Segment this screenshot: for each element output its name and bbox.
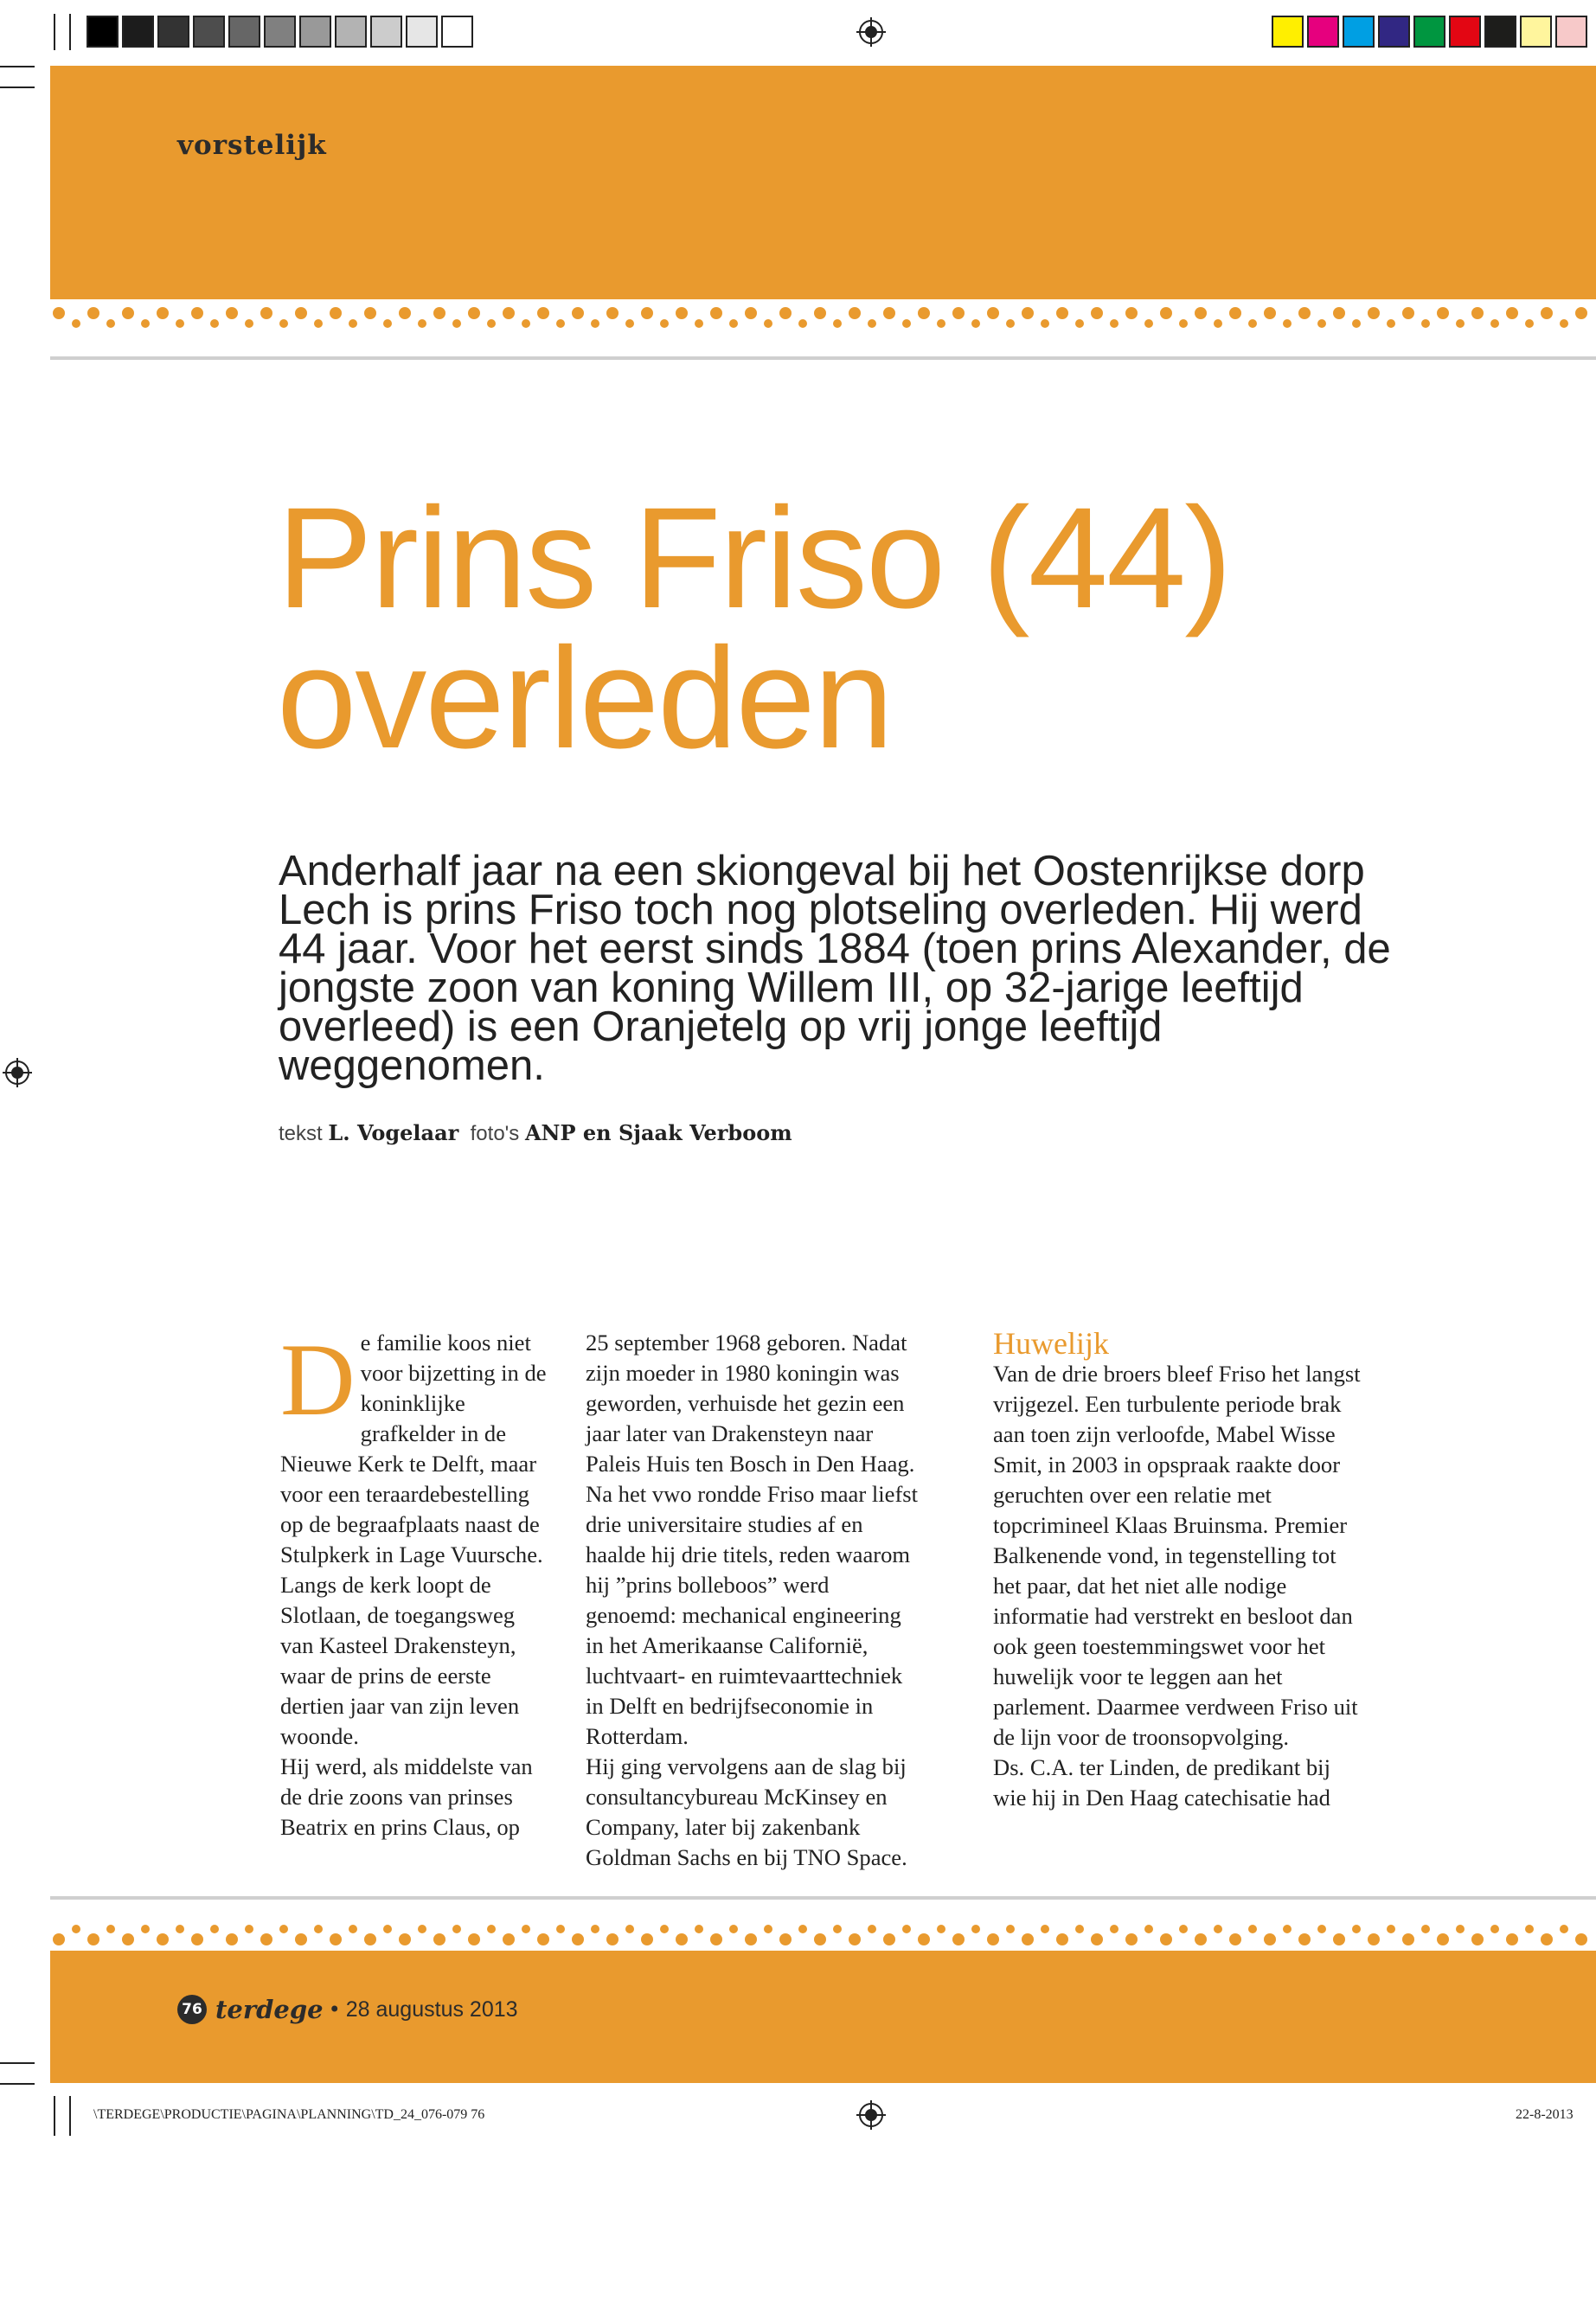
border-dot (1144, 319, 1153, 328)
border-dot (176, 1925, 184, 1933)
border-dot (1214, 1925, 1222, 1933)
border-dot (433, 1933, 445, 1945)
border-dot (349, 1925, 357, 1933)
border-dot (1298, 1933, 1311, 1945)
body-column-3 (993, 1328, 1367, 1813)
border-dot (745, 307, 757, 319)
border-dot (210, 1925, 219, 1933)
border-dot (1075, 1925, 1084, 1933)
border-dot (1352, 1925, 1361, 1933)
border-dot (53, 307, 65, 319)
border-dot (868, 319, 876, 328)
border-dot (433, 307, 445, 319)
border-dot (191, 307, 203, 319)
border-dot (849, 307, 861, 319)
border-dot (364, 1933, 376, 1945)
border-dot (764, 319, 772, 328)
border-dot (883, 307, 895, 319)
border-dot (1490, 1925, 1499, 1933)
gray-swatch (264, 16, 296, 48)
crop-mark (69, 2096, 71, 2136)
border-dot (1229, 1933, 1241, 1945)
article-title (277, 478, 1401, 779)
byline (279, 1120, 792, 1146)
body-column-1 (280, 1322, 548, 1843)
border-dot (1437, 1933, 1449, 1945)
border-dot (764, 1925, 772, 1933)
gray-swatch (370, 16, 402, 48)
border-dot (1575, 1933, 1587, 1945)
border-dot (295, 1933, 307, 1945)
border-dot (314, 319, 323, 328)
border-dot (487, 1925, 496, 1933)
border-dot (1091, 307, 1103, 319)
border-dot (814, 307, 826, 319)
border-dot (1456, 1925, 1465, 1933)
border-dot (330, 307, 342, 319)
border-dot (868, 1925, 876, 1933)
registration-mark-icon (3, 1058, 32, 1087)
border-dot (1056, 1933, 1068, 1945)
border-dot (1041, 1925, 1049, 1933)
border-dot (572, 307, 584, 319)
crop-mark (0, 2083, 35, 2085)
border-dot (191, 1933, 203, 1945)
border-dot (487, 319, 496, 328)
border-dot (710, 307, 722, 319)
crop-mark (54, 14, 55, 50)
border-dot (1368, 307, 1380, 319)
crop-mark (0, 2062, 35, 2064)
border-dot (1110, 319, 1118, 328)
header-band (50, 66, 1596, 299)
border-dot (141, 319, 150, 328)
border-dot (987, 307, 999, 319)
crop-mark (69, 14, 71, 50)
border-dot (468, 307, 480, 319)
byline-photographer: ANP en Sjaak Verboom (524, 1120, 792, 1145)
byline-author: L. Vogelaar (328, 1120, 459, 1145)
border-dot (1541, 307, 1553, 319)
border-dot (1179, 319, 1188, 328)
border-dot (1160, 1933, 1172, 1945)
color-swatch (1307, 16, 1339, 48)
border-dot (522, 1925, 530, 1933)
border-dot (745, 1933, 757, 1945)
border-dot (122, 1933, 134, 1945)
border-dot (695, 319, 703, 328)
color-swatch (1413, 16, 1445, 48)
border-dot (710, 1933, 722, 1945)
color-swatch (1449, 16, 1481, 48)
color-swatch (1555, 16, 1587, 48)
border-dot (452, 1925, 461, 1933)
body-column-2 (586, 1328, 925, 1873)
magazine-logo: terdege (215, 1995, 324, 2024)
slug-line-path: \TERDEGE\PRODUCTIE\PAGINA\PLANNING\TD_24_076-079 76 (93, 2107, 485, 2122)
border-dot (537, 307, 549, 319)
border-dot (556, 1925, 565, 1933)
crop-mark (0, 66, 35, 67)
border-dot (399, 307, 411, 319)
header-rule (50, 356, 1596, 360)
border-dot (1317, 319, 1326, 328)
border-dot (260, 1933, 272, 1945)
border-dot (937, 319, 945, 328)
border-dot (1264, 307, 1276, 319)
body-paragraph: Hij ging vervolgens aan de slag bij consultancybureau McKinsey en Company, later bij zakenbank Goldman Sachs en bij TNO Space. (586, 1753, 907, 1870)
border-dot (383, 1925, 392, 1933)
border-dot (779, 307, 792, 319)
border-dot (452, 319, 461, 328)
color-swatch (1343, 16, 1375, 48)
border-dot (695, 1925, 703, 1933)
gray-swatch (335, 16, 367, 48)
border-dot (625, 1925, 634, 1933)
gray-swatch (406, 16, 438, 48)
border-dot (364, 307, 376, 319)
border-dot (1333, 307, 1345, 319)
folio (177, 1994, 518, 2025)
border-dot (676, 1933, 688, 1945)
border-dot (918, 1933, 930, 1945)
byline-photo-label: foto's (470, 1122, 520, 1145)
border-dot (918, 307, 930, 319)
border-dot (383, 319, 392, 328)
border-dot (849, 1933, 861, 1945)
footer-rule (50, 1896, 1596, 1900)
border-dot (1437, 307, 1449, 319)
border-dot (1041, 319, 1049, 328)
border-dot (556, 319, 565, 328)
border-dot (902, 319, 911, 328)
border-dot (226, 307, 238, 319)
dotted-border-bottom (50, 1913, 1596, 1953)
color-swatch (1520, 16, 1552, 48)
border-dot (883, 1933, 895, 1945)
subheading: Huwelijk (993, 1326, 1109, 1361)
border-dot (606, 1933, 619, 1945)
border-dot (1541, 1933, 1553, 1945)
issue-date: 28 augustus 2013 (345, 1997, 518, 2022)
border-dot (1490, 319, 1499, 328)
border-dot (660, 1925, 669, 1933)
border-dot (729, 1925, 738, 1933)
border-dot (971, 1925, 980, 1933)
title-line: overleden (277, 619, 893, 779)
drop-cap: D (280, 1322, 356, 1437)
gray-swatch (441, 16, 473, 48)
body-paragraph: 25 september 1968 geboren. Nadat zijn moeder in 1980 koningin was geworden, verhuisde het gezin een jaar later van Drakensteyn naar Paleis Huis ten Bosch in Den Haag. (586, 1330, 915, 1477)
border-dot (1006, 319, 1015, 328)
border-dot (1056, 307, 1068, 319)
border-dot (503, 1933, 515, 1945)
border-dot (1195, 307, 1207, 319)
border-dot (660, 319, 669, 328)
border-dot (245, 1925, 253, 1933)
border-dot (1421, 1925, 1430, 1933)
border-dot (798, 1925, 807, 1933)
border-dot (122, 307, 134, 319)
border-dot (279, 1925, 288, 1933)
border-dot (418, 1925, 426, 1933)
border-dot (1022, 1933, 1034, 1945)
border-dot (87, 307, 99, 319)
body-paragraph (280, 1322, 548, 1752)
border-dot (1402, 307, 1414, 319)
border-dot (210, 319, 219, 328)
border-dot (314, 1925, 323, 1933)
border-dot (1387, 1925, 1395, 1933)
border-dot (952, 307, 965, 319)
border-dot (798, 319, 807, 328)
border-dot (1506, 1933, 1518, 1945)
border-dot (1125, 307, 1138, 319)
border-dot (779, 1933, 792, 1945)
gray-swatch (228, 16, 260, 48)
border-dot (72, 1925, 80, 1933)
border-dot (53, 1933, 65, 1945)
body-paragraph: Van de drie broers bleef Friso het langst vrijgezel. Een turbulente periode brak aan toen zijn verloofde, Mabel Wisse Smit, in 2003 in opspraak raakte door geruchten over een relatie met topcrimineel Klaas Bruinsma. Premier Balkenende vond, in tegenstelling tot het paar, dat het niet alle nodige informatie had verstrekt en besloot dan ook geen toestemmingswet voor het huwelijk voor te leggen aan het parlement. Daarmee verdween Friso uit de lijn voor de troonsopvolging. (993, 1361, 1361, 1750)
border-dot (641, 307, 653, 319)
slug-line-date: 22-8-2013 (1516, 2107, 1574, 2122)
border-dot (676, 307, 688, 319)
border-dot (1248, 1925, 1257, 1933)
border-dot (1179, 1925, 1188, 1933)
article-intro: Anderhalf jaar na een skiongeval bij het Oostenrijkse dorp Lech is prins Friso toch nog plotseling overleden. Hij werd 44 jaar. Voor het eerst sinds 1884 (toen prins Alexander, de jongste zoon van koning Willem III, op 32-jarige leeftijd overleed) is een Oranjetelg op vrij jonge leeftijd weggenomen. (279, 848, 1391, 1089)
border-dot (1368, 1933, 1380, 1945)
title-line: Prins Friso (44) (277, 478, 1231, 638)
border-dot (1471, 1933, 1484, 1945)
border-dot (1506, 307, 1518, 319)
border-dot (226, 1933, 238, 1945)
border-dot (1091, 1933, 1103, 1945)
border-dot (87, 1933, 99, 1945)
border-dot (1525, 1925, 1534, 1933)
crop-mark (0, 87, 35, 88)
border-dot (1575, 307, 1587, 319)
folio-bullet: • (328, 1997, 341, 2022)
border-dot (591, 319, 599, 328)
border-dot (1456, 319, 1465, 328)
border-dot (106, 319, 115, 328)
gray-swatch (122, 16, 154, 48)
border-dot (1006, 1925, 1015, 1933)
border-dot (1229, 307, 1241, 319)
border-dot (1525, 319, 1534, 328)
crop-mark (54, 2096, 55, 2136)
gray-swatch (299, 16, 331, 48)
color-swatch (1378, 16, 1410, 48)
body-paragraph: Hij werd, als middelste van de drie zoons van prinses Beatrix en prins Claus, op (280, 1753, 533, 1840)
gray-swatch (157, 16, 189, 48)
border-dot (641, 1933, 653, 1945)
border-dot (1075, 319, 1084, 328)
border-dot (260, 307, 272, 319)
border-dot (1144, 1925, 1153, 1933)
border-dot (1560, 1925, 1568, 1933)
border-dot (72, 319, 80, 328)
border-dot (1298, 307, 1311, 319)
body-paragraph: Ds. C.A. ter Linden, de predikant bij wie hij in Den Haag catechisatie had (993, 1754, 1330, 1811)
border-dot (1283, 319, 1292, 328)
section-label: vorstelijk (177, 130, 327, 161)
border-dot (106, 1925, 115, 1933)
border-dot (468, 1933, 480, 1945)
border-dot (591, 1925, 599, 1933)
border-dot (537, 1933, 549, 1945)
border-dot (245, 319, 253, 328)
border-dot (729, 319, 738, 328)
byline-text-label: tekst (279, 1122, 323, 1145)
border-dot (141, 1925, 150, 1933)
border-dot (1471, 307, 1484, 319)
border-dot (814, 1933, 826, 1945)
border-dot (625, 319, 634, 328)
border-dot (295, 307, 307, 319)
border-dot (418, 319, 426, 328)
border-dot (1421, 319, 1430, 328)
border-dot (1560, 319, 1568, 328)
border-dot (1402, 1933, 1414, 1945)
border-dot (1022, 307, 1034, 319)
border-dot (330, 1933, 342, 1945)
border-dot (1110, 1925, 1118, 1933)
border-dot (157, 1933, 169, 1945)
registration-mark-icon (856, 17, 886, 47)
border-dot (1352, 319, 1361, 328)
border-dot (522, 319, 530, 328)
border-dot (971, 319, 980, 328)
border-dot (1125, 1933, 1138, 1945)
border-dot (952, 1933, 965, 1945)
border-dot (1264, 1933, 1276, 1945)
border-dot (1387, 319, 1395, 328)
border-dot (1160, 307, 1172, 319)
border-dot (902, 1925, 911, 1933)
border-dot (349, 319, 357, 328)
gray-swatch (87, 16, 119, 48)
body-paragraph: Na het vwo rondde Friso maar liefst drie universitaire studies af en haalde hij drie titels, reden waarom hij ”prins bolleboos” werd genoemd: mechanical engineering in het Amerikaanse Californië, luchtvaart- en ruimtevaarttechniek in Delft en bedrijfseconomie in Rotterdam. (586, 1481, 919, 1749)
border-dot (1214, 319, 1222, 328)
border-dot (1333, 1933, 1345, 1945)
border-dot (1195, 1933, 1207, 1945)
border-dot (833, 1925, 842, 1933)
border-dot (606, 307, 619, 319)
gray-swatch (193, 16, 225, 48)
border-dot (987, 1933, 999, 1945)
border-dot (1317, 1925, 1326, 1933)
border-dot (157, 307, 169, 319)
body-text: e familie koos niet voor bijzetting in de koninklijke grafkelder in de Nieuwe Kerk te Delft, maar voor een teraardebestelling op de begraafplaats naast de Stulpkerk in Lage Vuursche. Langs de kerk loopt de Slotlaan, de toegangsweg van Kasteel Drakensteyn, waar de prins de eerste dertien jaar van zijn leven woonde. (280, 1330, 547, 1749)
border-dot (176, 319, 184, 328)
color-swatch (1272, 16, 1304, 48)
registration-mark-icon (856, 2100, 886, 2130)
border-dot (833, 319, 842, 328)
page-number: 76 (177, 1995, 207, 2024)
dotted-border-top (50, 301, 1596, 341)
border-dot (1248, 319, 1257, 328)
border-dot (399, 1933, 411, 1945)
border-dot (572, 1933, 584, 1945)
border-dot (503, 307, 515, 319)
color-swatch (1484, 16, 1516, 48)
border-dot (279, 319, 288, 328)
border-dot (1283, 1925, 1292, 1933)
border-dot (937, 1925, 945, 1933)
